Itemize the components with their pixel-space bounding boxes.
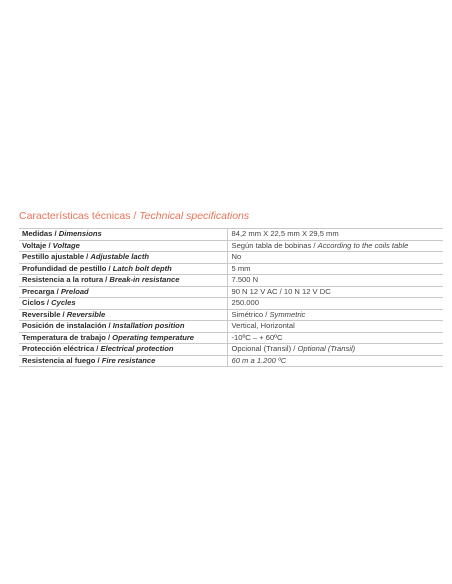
spec-label-en: Cycles [51, 298, 76, 307]
spec-label-en: Operating temperature [112, 332, 195, 342]
spec-value [227, 229, 443, 241]
table-row [19, 355, 443, 367]
table-row [19, 309, 443, 321]
technical-specifications-section [19, 210, 443, 367]
section-title-es: Características técnicas / [19, 210, 140, 222]
spec-label-en: Fire resistance [101, 355, 156, 365]
spec-label [19, 355, 227, 367]
spec-label-en: Voltage [52, 240, 80, 250]
spec-label-es: Temperatura de trabajo / [22, 332, 113, 342]
spec-label [19, 275, 227, 287]
spec-value-en: 60 m a 1.200 ºC [231, 355, 287, 365]
spec-value [227, 263, 443, 275]
spec-table-body [19, 229, 443, 367]
spec-value-es: No [231, 252, 242, 261]
spec-label-es: Profundidad de pestillo / [22, 263, 113, 273]
spec-label-es: Posición de instalación / [22, 321, 113, 330]
spec-value-es: Según tabla de bobinas / [231, 240, 318, 250]
spec-label [19, 298, 227, 310]
table-row [19, 275, 443, 287]
table-row [19, 263, 443, 275]
spec-label-es: Protección eléctrica / [22, 344, 101, 353]
spec-value [227, 240, 443, 252]
spec-label-en: Dimensions [58, 229, 102, 238]
table-row [19, 229, 443, 241]
spec-label-es: Voltaje / [22, 240, 53, 250]
spec-label-es: Resistencia a la rotura / [22, 275, 110, 284]
spec-value-en: According to the coils table [317, 240, 409, 250]
spec-value-es: 7.500 N [231, 275, 259, 284]
spec-value-es: 5 mm [231, 263, 251, 273]
table-row [19, 252, 443, 264]
spec-label-en: Reversible [66, 309, 106, 319]
spec-label-es: Ciclos / [22, 298, 52, 307]
spec-value-es: 250.000 [231, 298, 259, 307]
section-title [19, 210, 443, 223]
spec-value-es: Simétrico / [231, 309, 270, 319]
spec-label-en: Electrical protection [100, 344, 174, 353]
spec-value-en: Optional (Transil) [297, 344, 356, 353]
spec-label [19, 286, 227, 298]
table-row [19, 321, 443, 333]
spec-label-en: Break-in resistance [109, 275, 180, 284]
spec-label-en: Installation position [112, 321, 185, 330]
table-row [19, 286, 443, 298]
spec-label-es: Reversible / [22, 309, 67, 319]
section-title-en: Technical specifications [139, 210, 250, 222]
spec-label [19, 332, 227, 344]
spec-label [19, 321, 227, 333]
spec-value-es: Opcional (Transil) / [231, 344, 298, 353]
spec-label-en: Adjustable lacth [90, 252, 150, 261]
spec-label-es: Medidas / [22, 229, 59, 238]
spec-value-es: 90 N 12 V AC / 10 N 12 V DC [231, 286, 331, 296]
table-row [19, 344, 443, 356]
spec-value [227, 286, 443, 298]
spec-label [19, 229, 227, 241]
spec-label-en: Preload [60, 286, 89, 296]
table-row [19, 240, 443, 252]
spec-value [227, 344, 443, 356]
spec-value [227, 275, 443, 287]
spec-label-es: Pestillo ajustable / [22, 252, 91, 261]
spec-value [227, 332, 443, 344]
spec-value [227, 252, 443, 264]
table-row [19, 298, 443, 310]
spec-value-es: -10ºC – + 60ºC [231, 332, 283, 342]
spec-label [19, 309, 227, 321]
spec-value [227, 298, 443, 310]
spec-label-es: Resistencia al fuego / [22, 355, 102, 365]
spec-value-es: 84,2 mm X 22,5 mm X 29,5 mm [231, 229, 339, 238]
spec-label [19, 240, 227, 252]
table-row [19, 332, 443, 344]
spec-value-en: Symmetric [269, 309, 306, 319]
spec-value [227, 309, 443, 321]
spec-label-en: Latch bolt depth [112, 263, 172, 273]
spec-label [19, 263, 227, 275]
spec-label [19, 252, 227, 264]
spec-value-es: Vertical, Horizontal [231, 321, 295, 330]
spec-label [19, 344, 227, 356]
spec-label-es: Precarga / [22, 286, 61, 296]
spec-table [19, 228, 443, 367]
spec-value [227, 321, 443, 333]
spec-value [227, 355, 443, 367]
